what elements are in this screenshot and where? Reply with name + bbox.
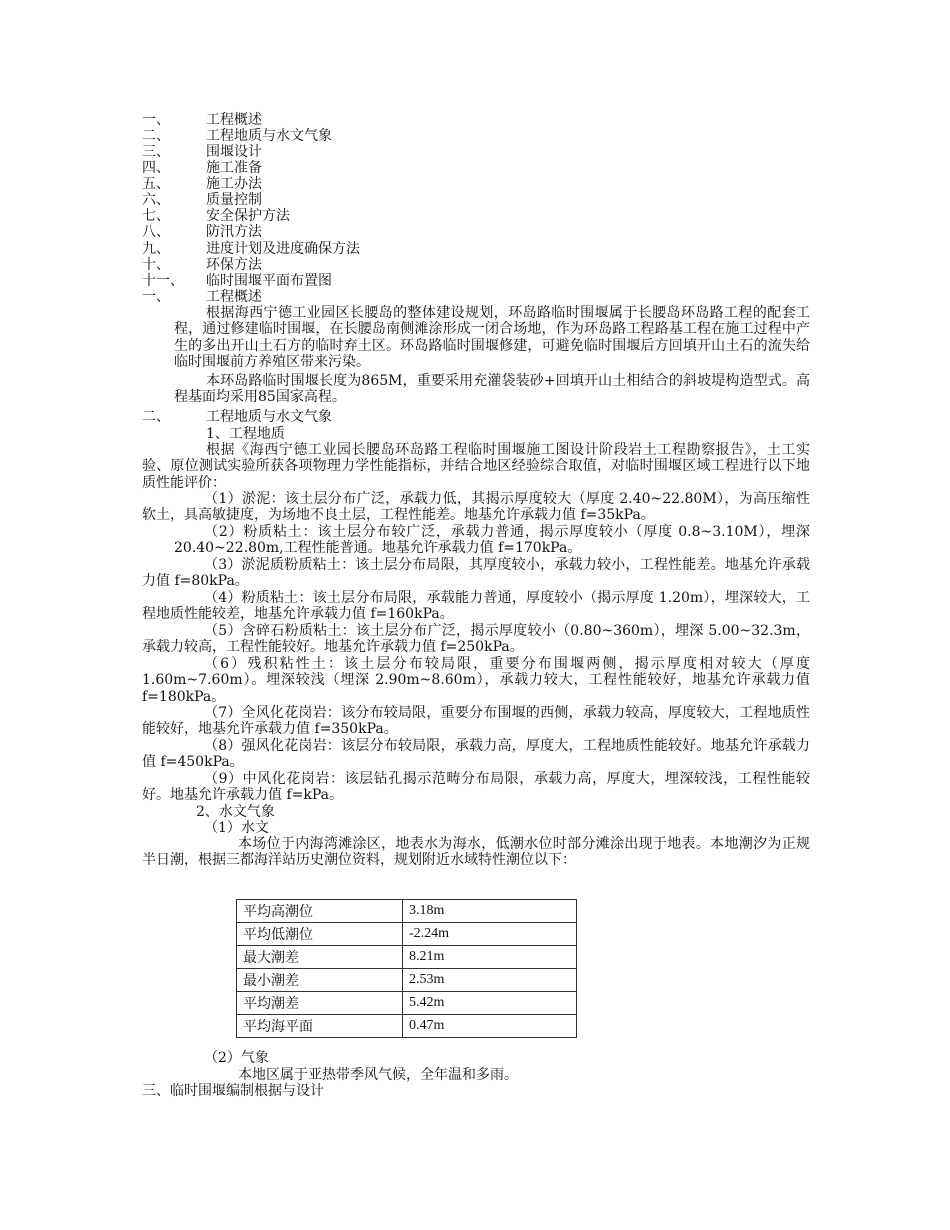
toc-item: 八、 防汛方法 bbox=[142, 224, 262, 240]
toc-item: 六、 质量控制 bbox=[142, 192, 262, 208]
tide-value: 3.18m bbox=[403, 900, 577, 923]
table-row bbox=[237, 969, 577, 992]
climate-heading: （2）气象 bbox=[204, 1050, 269, 1066]
tide-value: 0.47m bbox=[403, 1015, 577, 1038]
geology-intro: 根据《海西宁德工业园长腰岛环岛路工程临时围堰施工图设计阶段岩土工程勘察报告》，土工实验、原位测试实验所获各项物理力学性能指标，并结合地区经验综合取值，对临时围堰区域工程进行以下地质性能评价： bbox=[142, 442, 810, 491]
tide-value: 5.42m bbox=[403, 992, 577, 1015]
section-heading-3: 三、临时围堰编制根据与设计 bbox=[142, 1083, 324, 1099]
tide-label: 最大潮差 bbox=[237, 946, 403, 969]
hydrology-heading: （1）水文 bbox=[204, 820, 269, 836]
tide-label: 平均低潮位 bbox=[237, 923, 403, 946]
tide-label: 平均潮差 bbox=[237, 992, 403, 1015]
table-row bbox=[237, 900, 577, 923]
toc-item: 七、 安全保护方法 bbox=[142, 208, 290, 224]
subsection-hydro-climate: 2、水文气象 bbox=[196, 804, 275, 820]
geology-item: （1）淤泥：该土层分布广泛，承载力低，其揭示厚度较大（厚度 2.40~22.80M），为高压缩性软土，具高敏捷度，为场地不良土层，工程性能差。地基允许承载力值 f=35kPa。 bbox=[142, 491, 810, 524]
tide-label: 平均海平面 bbox=[237, 1015, 403, 1038]
toc-item: 二、 工程地质与水文气象 bbox=[142, 128, 332, 144]
table-row bbox=[237, 1015, 577, 1038]
section1-paragraph-2: 本环岛路临时围堰长度为865M，重要采用充灌袋装砂+回填开山土相结合的斜坡堤构造型式。高程基面均采用85国家高程。 bbox=[174, 373, 810, 406]
toc-item: 一、 工程概述 bbox=[142, 112, 262, 128]
toc-item: 五、 施工办法 bbox=[142, 176, 262, 192]
toc-item: 三、 围堰设计 bbox=[142, 144, 262, 160]
subsection-geology: 1、工程地质 bbox=[206, 426, 285, 442]
tide-value: 8.21m bbox=[403, 946, 577, 969]
toc-item: 十一、 临时围堰平面布置图 bbox=[142, 273, 332, 289]
table-row bbox=[237, 946, 577, 969]
table-row bbox=[237, 992, 577, 1015]
section-heading-1: 一、 工程概述 bbox=[142, 289, 262, 305]
hydrology-text: 本场位于内海湾滩涂区，地表水为海水，低潮水位时部分滩涂出现于地表。本地潮汐为正规半日潮，根据三都海洋站历史潮位资料，规划附近水域特性潮位以下： bbox=[142, 836, 810, 869]
geology-item: （3）淤泥质粉质粘土：该土层分布局限，其厚度较小，承载力较小，工程性能差。地基允许承载力值 f=80kPa。 bbox=[142, 557, 810, 590]
toc-item: 四、 施工准备 bbox=[142, 160, 262, 176]
geology-item: （7）全风化花岗岩：该分布较局限，重要分布围堰的西侧，承载力较高，厚度较大，工程地质性能较好，地基允许承载力值 f=350kPa。 bbox=[142, 705, 810, 738]
geology-item: （9）中风化花岗岩：该层钻孔揭示范畴分布局限，承载力高，厚度大，埋深较浅，工程性能较好。地基允许承载力值 f=kPa。 bbox=[142, 771, 810, 804]
geology-item: （4）粉质粘土：该土层分布局限，承载能力普通，厚度较小（揭示厚度 1.20m），埋深较大，工程地质性能较差，地基允许承载力值 f=160kPa。 bbox=[142, 590, 810, 623]
geology-item: （2）粉质粘土：该土层分布较广泛，承载力普通，揭示厚度较小（厚度 0.8~3.10M），埋深 20.40~22.80m,工程性能普通。地基允许承载力值 f=170kPa。 bbox=[174, 524, 810, 557]
geology-item: （8）强风化花岗岩：该层分布较局限，承载力高，厚度大，工程地质性能较好。地基允许承载力值 f=450kPa。 bbox=[142, 738, 810, 771]
tide-label: 最小潮差 bbox=[237, 969, 403, 992]
table-row bbox=[237, 923, 577, 946]
section1-paragraph-1: 根据海西宁德工业园区长腰岛的整体建设规划，环岛路临时围堰属于长腰岛环岛路工程的配套工程，通过修建临时围堰，在长腰岛南侧滩涂形成一闭合场地，作为环岛路工程路基工程在施工过程中产生的多出开山土石方的临时弃土区。环岛路临时围堰修建，可避免临时围堰后方回填开山土石的流失给临时围堰前方养殖区带来污染。 bbox=[174, 305, 810, 370]
geology-item: （5）含碎石粉质粘土：该土层分布广泛，揭示厚度较小（0.80~360m），埋深 5.00~32.3m，承载力较高，工程性能较好。地基允许承载力值 f=250kPa。 bbox=[142, 623, 810, 656]
toc-item: 十、 环保方法 bbox=[142, 257, 262, 273]
tide-label: 平均高潮位 bbox=[237, 900, 403, 923]
geology-item: （6）残积粘性土：该土层分布较局限，重要分布围堰两侧，揭示厚度相对较大（厚度 1.60m~7.60m）。埋深较浅（埋深 2.90m~8.60m），承载力较大，工程性能较好，地基允许承载力值 f=180kPa。 bbox=[142, 656, 810, 705]
tide-value: -2.24m bbox=[403, 923, 577, 946]
climate-text: 本地区属于亚热带季风气候，全年温和多雨。 bbox=[238, 1067, 518, 1083]
tide-table bbox=[236, 899, 577, 1038]
section-heading-2: 二、 工程地质与水文气象 bbox=[142, 409, 332, 425]
tide-value: 2.53m bbox=[403, 969, 577, 992]
toc-item: 九、 进度计划及进度确保方法 bbox=[142, 241, 360, 257]
